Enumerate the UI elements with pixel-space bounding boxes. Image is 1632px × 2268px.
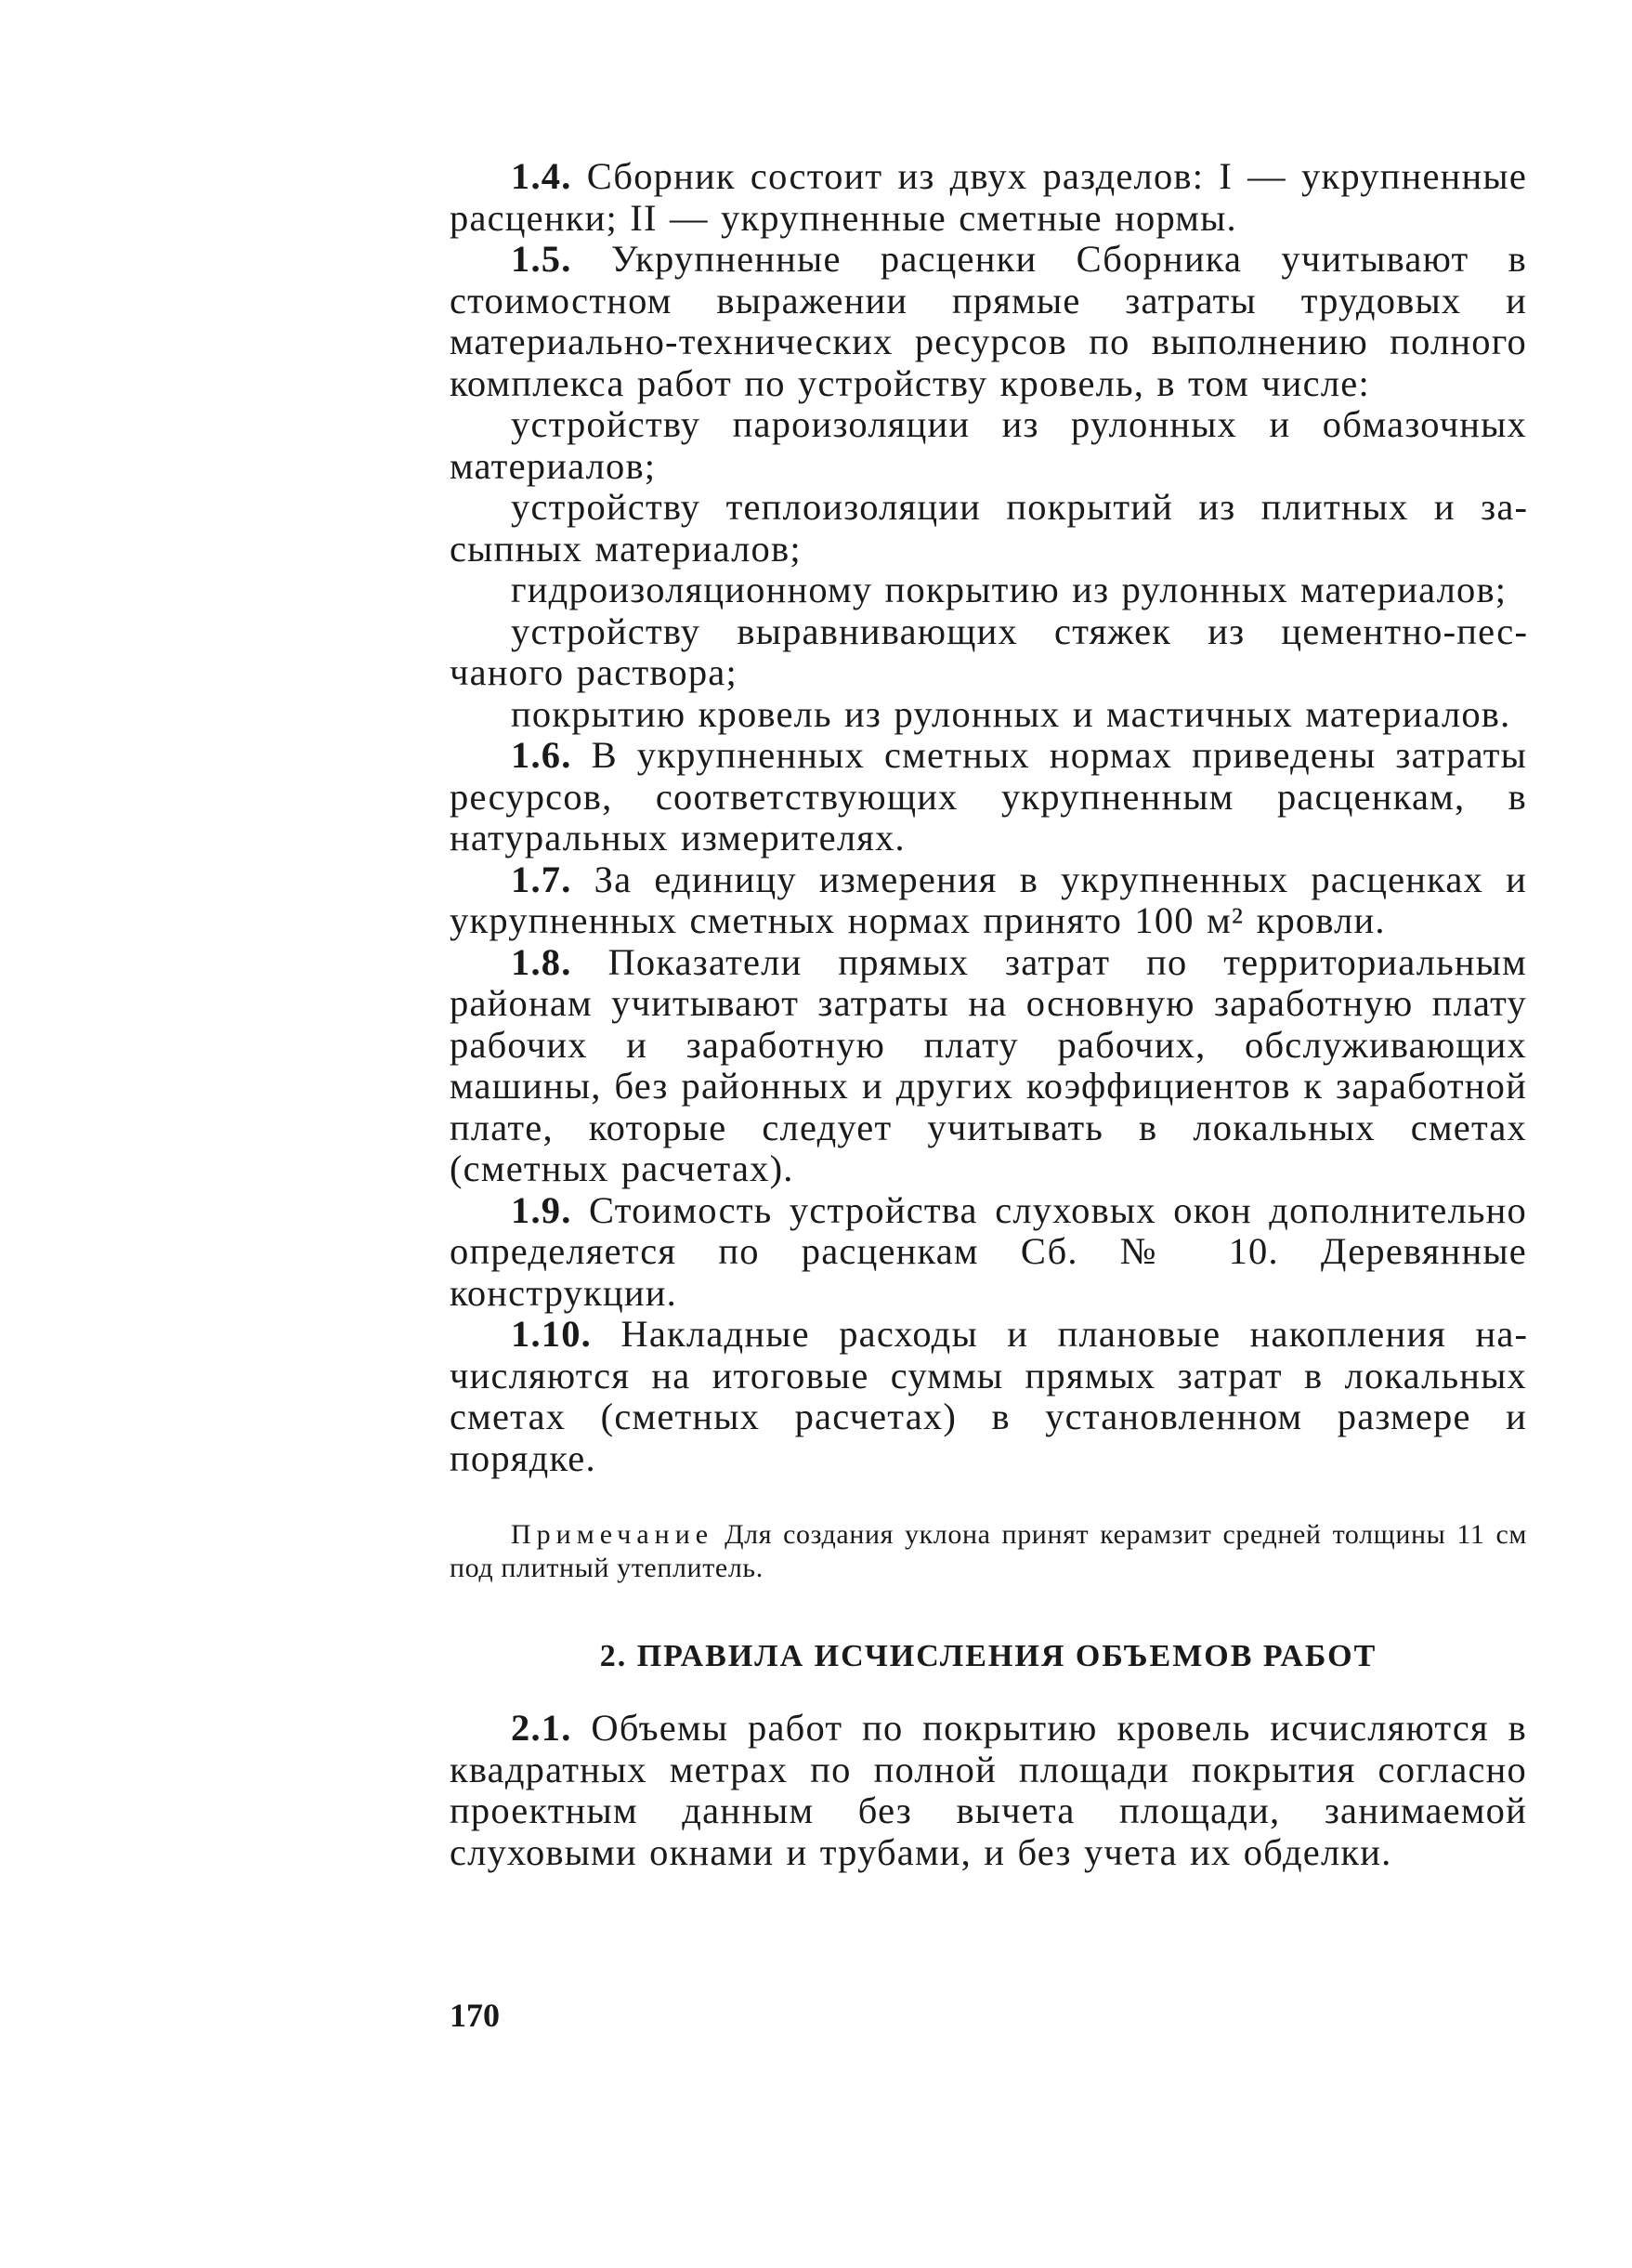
paragraph-1-7	[450, 859, 1527, 942]
paragraph-text: Сборник состоит из двух разделов: I — укрупненные расценки; II — укрупненные сметные нормы.	[450, 155, 1527, 239]
list-item	[450, 570, 1527, 611]
paragraph-1-5	[450, 239, 1527, 404]
paragraph-2-1	[450, 1708, 1527, 1873]
paragraph-1-6	[450, 735, 1527, 859]
clause-number: 1.9.	[511, 1188, 572, 1231]
list-item	[450, 487, 1527, 570]
clause-number: 2.1.	[511, 1707, 572, 1749]
paragraph-text: За единицу измерения в укрупненных расценках и укрупненных сметных нормах принято 100 м² кровли.	[450, 858, 1527, 941]
paragraph-text: покрытию кровель из рулонных и мастичных материалов.	[511, 692, 1511, 735]
paragraph-text: Накладные расходы и плановые накопления начисляются на итоговые суммы прямых затрат в локальных сметах (сметных расчетах) в установленном размере и порядке.	[450, 1313, 1527, 1479]
clause-number: 1.8.	[511, 940, 572, 983]
paragraph-text: гидроизоляционному покрытию из рулонных материалов;	[511, 569, 1508, 610]
page-number: 170	[450, 1997, 500, 2034]
clause-number: 1.7.	[511, 858, 572, 900]
note	[450, 1518, 1527, 1585]
paragraph-text: устройству теплоизоляции покрытий из плитных и засыпных материалов;	[450, 486, 1527, 570]
paragraph-1-8	[450, 942, 1527, 1190]
note-label: Примечание	[511, 1519, 714, 1550]
paragraph-text: устройству выравнивающих стяжек из цементно-песчаного раствора;	[450, 610, 1527, 693]
paragraph-text: Показатели прямых затрат по территориальным районам учитывают затраты на основную заработную плату рабочих и заработную плату рабочих, обслуживающих машины, без районных и других коэффициентов к заработной плате, которые следует учитывать в локальных сметах (сметных расчетах).	[450, 940, 1527, 1189]
clause-number: 1.10.	[511, 1313, 592, 1355]
paragraph-text: устройству пароизоляции из рулонных и обмазочных материалов;	[450, 403, 1527, 487]
paragraph-1-9	[450, 1190, 1527, 1315]
paragraph-text: Объемы работ по покрытию кровель исчисляются в квадратных метрах по полной площади покрытия согласно проектным данным без вычета площади, занимаемой слуховыми окнами и трубами, и без учета их обделки.	[450, 1707, 1527, 1873]
clause-number: 1.4.	[511, 155, 572, 197]
paragraph-text: Стоимость устройства слуховых окон дополнительно определяется по расценкам Сб. № 10. Деревянные конструкции.	[450, 1188, 1527, 1314]
paragraph-text: Укрупненные расценки Сборника учитывают в стоимостном выражении прямые затраты трудовых и материально-технических ресурсов по выполнению полного комплекса работ по устройству кровель, в том числе:	[450, 238, 1527, 404]
paragraph-1-4	[450, 156, 1527, 239]
list-item	[450, 404, 1527, 487]
document-page	[450, 156, 1527, 1873]
section-heading: 2. ПРАВИЛА ИСЧИСЛЕНИЯ ОБЪЕМОВ РАБОТ	[599, 1639, 1377, 1673]
paragraph-1-10	[450, 1314, 1527, 1479]
paragraph-text: В укрупненных сметных нормах приведены затраты ресурсов, соответствующих укрупненным расценкам, в натуральных измерителях.	[450, 734, 1528, 859]
note-text: Для создания уклона принят керамзит средней толщины 11 см под плитный утеплитель.	[450, 1519, 1527, 1583]
clause-number: 1.5.	[511, 238, 572, 280]
list-item	[450, 611, 1527, 694]
clause-number: 1.6.	[511, 734, 572, 776]
list-item	[450, 694, 1527, 736]
